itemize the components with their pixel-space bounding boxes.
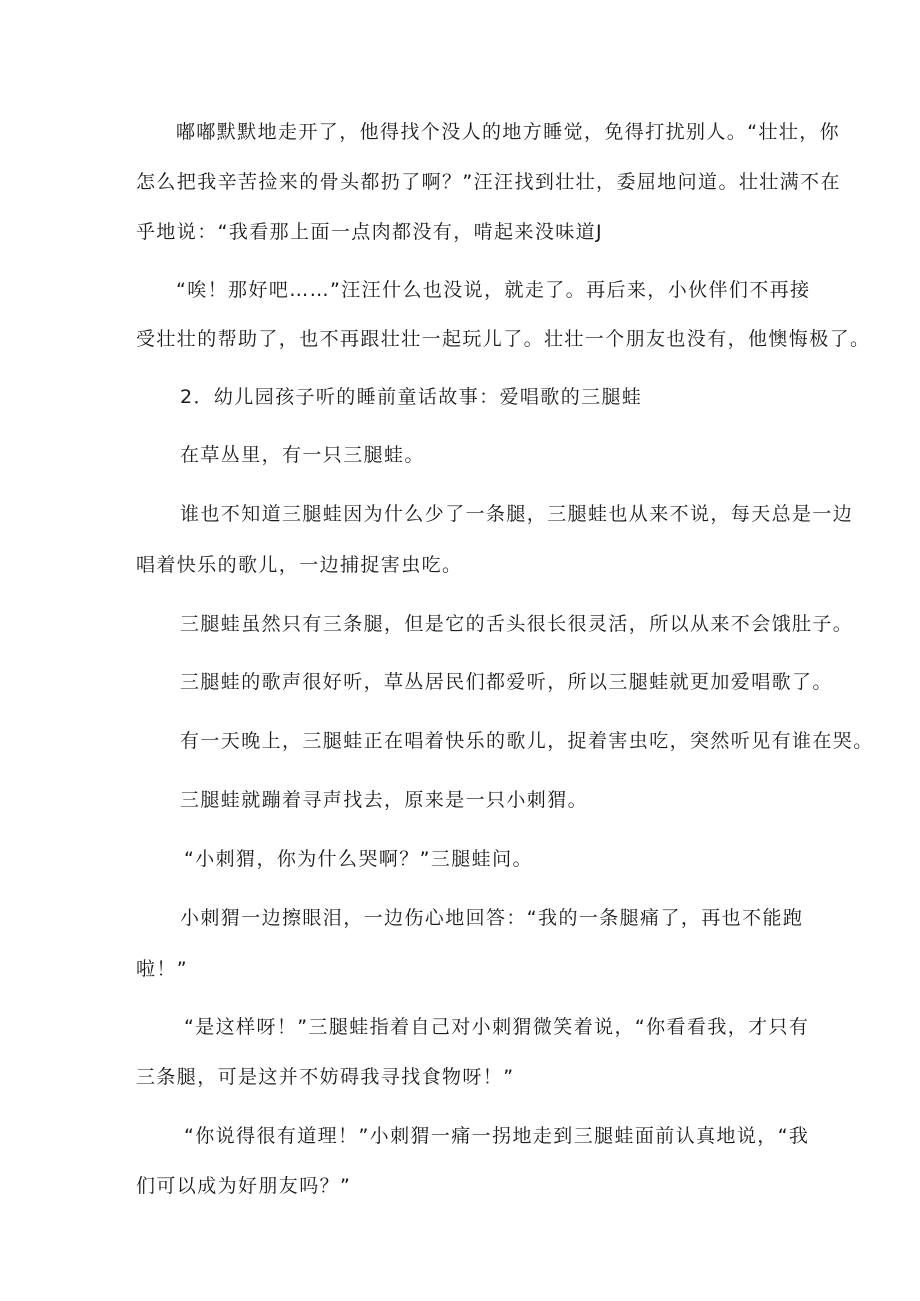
- paragraph-line: 有一天晚上，三腿蛙正在唱着快乐的歌儿，捉着害虫吃，突然听见有谁在哭。: [180, 730, 874, 752]
- paragraph-line: 们可以成为好朋友吗？”: [136, 1175, 352, 1197]
- paragraph-line: “唉！那好吧……”汪汪什么也没说，就走了。再后来，小伙伴们不再接: [176, 279, 811, 301]
- paragraph-line: 嘟嘟默默地走开了，他得找个没人的地方睡觉，免得打扰别人。“壮壮，你: [176, 121, 841, 143]
- paragraph-line: 啦！”: [136, 958, 189, 980]
- paragraph-line: “是这样呀！”三腿蛙指着自己对小刺猬微笑着说，“你看看我，才只有: [184, 1016, 810, 1038]
- paragraph-line: 三腿蛙虽然只有三条腿，但是它的舌头很长很灵活，所以从来不会饿肚子。: [180, 613, 854, 635]
- paragraph-line: 三腿蛙就蹦着寻声找去，原来是一只小刺猬。: [180, 789, 589, 811]
- paragraph-line: 在草丛里，有一只三腿蛙。: [180, 444, 425, 466]
- paragraph-line: 受壮壮的帮助了，也不再跟壮壮一起玩儿了。壮壮一个朋友也没有，他懊悔极了。: [136, 328, 871, 350]
- paragraph-line: 唱着快乐的歌儿，一边捕捉害虫吃。: [136, 554, 463, 576]
- paragraph-line: 怎么把我辛苦捡来的骨头都扔了啊？”汪汪找到壮壮，委屈地问道。壮壮满不在: [136, 171, 841, 193]
- paragraph-line: 三腿蛙的歌声很好听，草丛居民们都爱听，所以三腿蛙就更加爱唱歌了。: [180, 671, 833, 693]
- paragraph-line: 乎地说：“我看那上面一点肉都没有，啃起来没味道J: [136, 221, 604, 243]
- paragraph-line: 谁也不知道三腿蛙因为什么少了一条腿，三腿蛙也从来不说，每天总是一边: [180, 503, 854, 525]
- paragraph-line: “小刺猬，你为什么哭啊？”三腿蛙问。: [184, 848, 533, 870]
- section-heading: 2．幼儿园孩子听的睡前童话故事：爱唱歌的三腿蛙: [180, 386, 643, 408]
- paragraph-line: 三条腿，可是这并不妨碍我寻找食物呀！”: [136, 1066, 515, 1088]
- paragraph-line: 小刺猬一边擦眼泪，一边伤心地回答：“我的一条腿痛了，再也不能跑: [180, 907, 804, 929]
- paragraph-line: “你说得很有道理！”小刺猬一痛一拐地走到三腿蛙面前认真地说，“我: [184, 1125, 810, 1147]
